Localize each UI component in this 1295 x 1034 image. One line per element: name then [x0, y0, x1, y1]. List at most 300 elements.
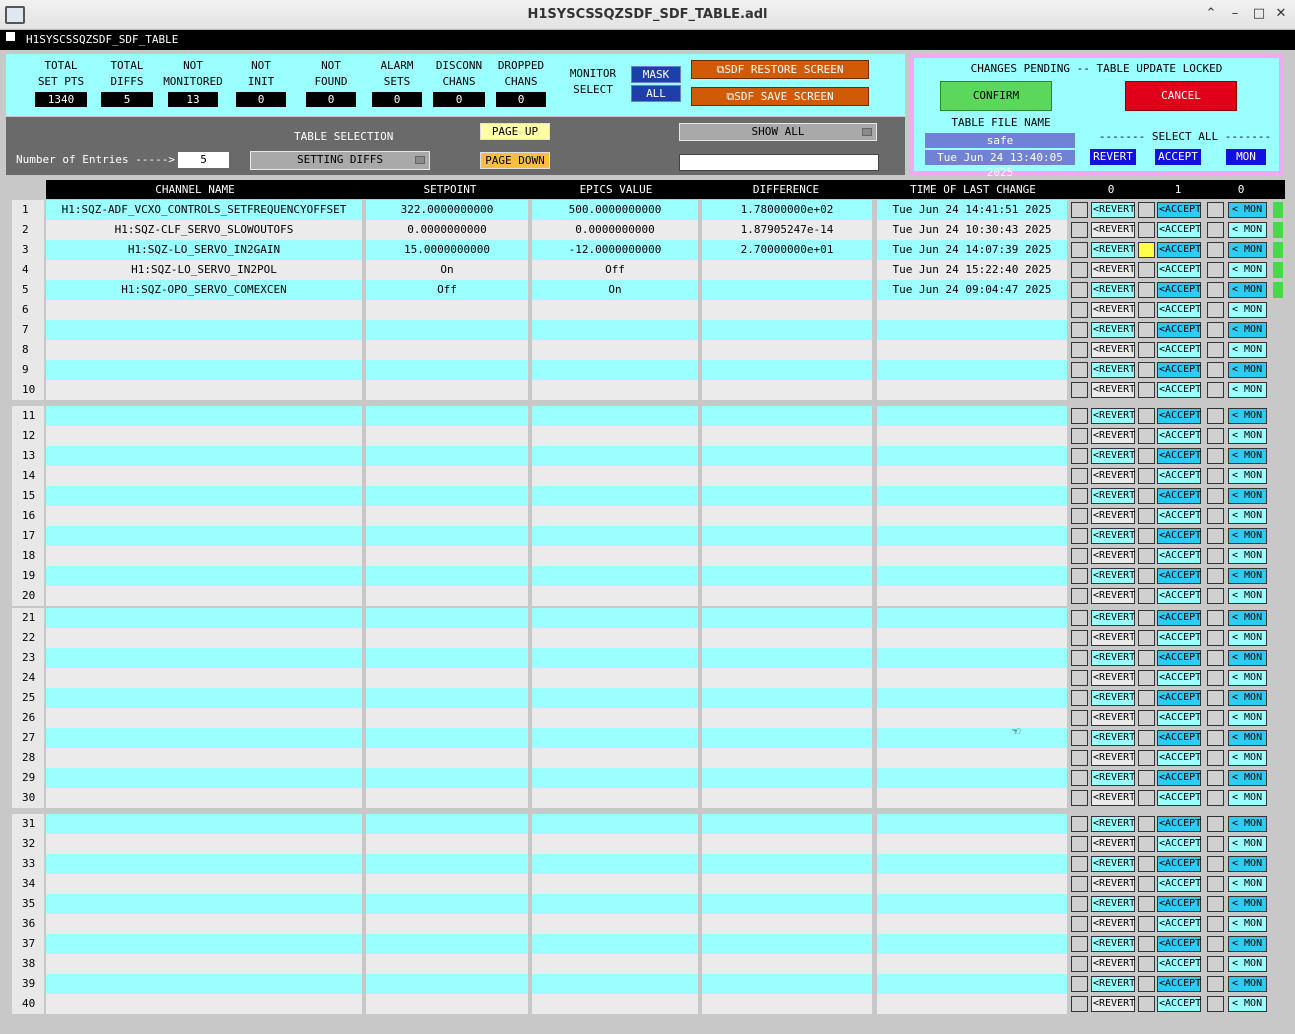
accept-button[interactable]: <ACCEPT	[1157, 936, 1201, 952]
mon-button[interactable]: < MON	[1228, 916, 1267, 932]
revert-checkbox[interactable]	[1071, 916, 1088, 932]
mon-button[interactable]: < MON	[1228, 262, 1267, 278]
mon-checkbox[interactable]	[1207, 468, 1224, 484]
revert-button[interactable]: <REVERT	[1091, 408, 1135, 424]
mon-checkbox[interactable]	[1207, 548, 1224, 564]
mon-button[interactable]: < MON	[1228, 448, 1267, 464]
page-down-button[interactable]: PAGE DOWN	[480, 152, 550, 169]
mon-checkbox[interactable]	[1207, 976, 1224, 992]
mon-button[interactable]: < MON	[1228, 816, 1267, 832]
table-row	[0, 974, 1295, 994]
stat-label: INIT	[247, 75, 275, 88]
accept-button[interactable]: <ACCEPT	[1157, 548, 1201, 564]
accept-button[interactable]: <ACCEPT	[1157, 856, 1201, 872]
mon-button[interactable]: < MON	[1228, 670, 1267, 686]
stat-label: CHANS	[442, 75, 476, 88]
accept-checkbox[interactable]	[1138, 610, 1155, 626]
stat-label: DIFFS	[110, 75, 144, 88]
revert-button[interactable]: <REVERT	[1091, 936, 1135, 952]
revert-checkbox[interactable]	[1071, 690, 1088, 706]
revert-checkbox[interactable]	[1071, 836, 1088, 852]
revert-button[interactable]: <REVERT	[1091, 282, 1135, 298]
mon-button[interactable]: < MON	[1228, 222, 1267, 238]
revert-button[interactable]: <REVERT	[1091, 428, 1135, 444]
mon-button[interactable]: < MON	[1228, 750, 1267, 766]
accept-button[interactable]: <ACCEPT	[1157, 428, 1201, 444]
mon-button[interactable]: < MON	[1228, 428, 1267, 444]
revert-checkbox[interactable]	[1071, 222, 1088, 238]
revert-checkbox[interactable]	[1071, 548, 1088, 564]
mon-button[interactable]: < MON	[1228, 936, 1267, 952]
mon-checkbox[interactable]	[1207, 836, 1224, 852]
accept-button[interactable]: <ACCEPT	[1157, 528, 1201, 544]
revert-button[interactable]: <REVERT	[1091, 588, 1135, 604]
revert-button[interactable]: <REVERT	[1091, 508, 1135, 524]
mon-checkbox[interactable]	[1207, 710, 1224, 726]
accept-checkbox[interactable]	[1138, 448, 1155, 464]
revert-button[interactable]: <REVERT	[1091, 382, 1135, 398]
accept-button[interactable]: <ACCEPT	[1157, 650, 1201, 666]
revert-checkbox[interactable]	[1071, 670, 1088, 686]
cell-channel	[46, 300, 362, 320]
revert-button[interactable]: <REVERT	[1091, 670, 1135, 686]
mon-checkbox[interactable]	[1207, 568, 1224, 584]
close-button[interactable]: ✕	[1275, 6, 1287, 21]
select-all-revert-button[interactable]: REVERT	[1090, 149, 1136, 165]
mon-checkbox[interactable]	[1207, 670, 1224, 686]
accept-button[interactable]: <ACCEPT	[1157, 750, 1201, 766]
mon-checkbox[interactable]	[1207, 816, 1224, 832]
accept-button[interactable]: <ACCEPT	[1157, 896, 1201, 912]
accept-checkbox[interactable]	[1138, 690, 1155, 706]
revert-checkbox[interactable]	[1071, 588, 1088, 604]
accept-button[interactable]: <ACCEPT	[1157, 262, 1201, 278]
mon-checkbox[interactable]	[1207, 342, 1224, 358]
accept-checkbox[interactable]	[1138, 790, 1155, 806]
mon-checkbox[interactable]	[1207, 428, 1224, 444]
revert-checkbox[interactable]	[1071, 816, 1088, 832]
table-row	[0, 446, 1295, 466]
revert-checkbox[interactable]	[1071, 630, 1088, 646]
filter-input[interactable]	[679, 154, 879, 171]
mon-button[interactable]: < MON	[1228, 382, 1267, 398]
cell-epics	[532, 486, 698, 506]
revert-checkbox[interactable]	[1071, 362, 1088, 378]
table-row	[0, 426, 1295, 446]
revert-checkbox[interactable]	[1071, 508, 1088, 524]
revert-count-header: 0	[1107, 183, 1115, 196]
mon-button[interactable]: < MON	[1228, 610, 1267, 626]
stat-label: DISCONN	[435, 59, 483, 72]
revert-button[interactable]: <REVERT	[1091, 322, 1135, 338]
accept-checkbox[interactable]	[1138, 408, 1155, 424]
accept-checkbox[interactable]	[1138, 428, 1155, 444]
accept-checkbox[interactable]	[1138, 588, 1155, 604]
revert-checkbox[interactable]	[1071, 730, 1088, 746]
accept-checkbox[interactable]	[1138, 528, 1155, 544]
mon-button[interactable]: < MON	[1228, 588, 1267, 604]
accept-button[interactable]: <ACCEPT	[1157, 468, 1201, 484]
accept-checkbox[interactable]	[1138, 816, 1155, 832]
revert-checkbox[interactable]	[1071, 856, 1088, 872]
cell-time: Tue Jun 24 15:22:40 2025	[877, 260, 1067, 280]
row-number: 10	[12, 380, 44, 400]
show-menu[interactable]	[679, 123, 877, 141]
accept-checkbox[interactable]	[1138, 382, 1155, 398]
revert-button[interactable]: <REVERT	[1091, 488, 1135, 504]
mon-button[interactable]: < MON	[1228, 282, 1267, 298]
accept-button[interactable]: <ACCEPT	[1157, 710, 1201, 726]
accept-checkbox[interactable]	[1138, 770, 1155, 786]
mon-checkbox[interactable]	[1207, 650, 1224, 666]
revert-button[interactable]: <REVERT	[1091, 548, 1135, 564]
table-selection-menu[interactable]	[250, 151, 430, 170]
accept-checkbox[interactable]	[1138, 202, 1155, 218]
mon-button[interactable]: < MON	[1228, 876, 1267, 892]
revert-checkbox[interactable]	[1071, 242, 1088, 258]
mon-button[interactable]: < MON	[1228, 302, 1267, 318]
cell-channel	[46, 854, 362, 874]
revert-button[interactable]: <REVERT	[1091, 916, 1135, 932]
stat-value: 0	[236, 92, 286, 107]
accept-checkbox[interactable]	[1138, 508, 1155, 524]
mon-checkbox[interactable]	[1207, 282, 1224, 298]
accept-checkbox[interactable]	[1138, 876, 1155, 892]
accept-button[interactable]: <ACCEPT	[1157, 242, 1201, 258]
mon-button[interactable]: < MON	[1228, 630, 1267, 646]
accept-checkbox[interactable]	[1138, 488, 1155, 504]
accept-checkbox[interactable]	[1138, 568, 1155, 584]
revert-checkbox[interactable]	[1071, 282, 1088, 298]
accept-button[interactable]: <ACCEPT	[1157, 362, 1201, 378]
accept-button[interactable]: <ACCEPT	[1157, 790, 1201, 806]
accept-checkbox[interactable]	[1138, 730, 1155, 746]
revert-button[interactable]: <REVERT	[1091, 528, 1135, 544]
accept-checkbox[interactable]	[1138, 342, 1155, 358]
mon-button[interactable]: < MON	[1228, 956, 1267, 972]
revert-checkbox[interactable]	[1071, 468, 1088, 484]
mon-checkbox[interactable]	[1207, 202, 1224, 218]
revert-checkbox[interactable]	[1071, 936, 1088, 952]
accept-checkbox[interactable]	[1138, 896, 1155, 912]
cell-setpoint	[366, 708, 528, 728]
accept-checkbox[interactable]	[1138, 710, 1155, 726]
accept-checkbox[interactable]	[1138, 916, 1155, 932]
mon-button[interactable]: < MON	[1228, 730, 1267, 746]
mon-button[interactable]: < MON	[1228, 408, 1267, 424]
mon-checkbox[interactable]	[1207, 610, 1224, 626]
sdf-save-button[interactable]: ⧉SDF SAVE SCREEN	[691, 87, 869, 106]
accept-button[interactable]: <ACCEPT	[1157, 222, 1201, 238]
revert-button[interactable]: <REVERT	[1091, 770, 1135, 786]
mon-button[interactable]: < MON	[1228, 896, 1267, 912]
accept-button[interactable]: <ACCEPT	[1157, 670, 1201, 686]
revert-button[interactable]: <REVERT	[1091, 468, 1135, 484]
mon-checkbox[interactable]	[1207, 262, 1224, 278]
mon-checkbox[interactable]	[1207, 750, 1224, 766]
revert-button[interactable]: <REVERT	[1091, 976, 1135, 992]
mon-checkbox[interactable]	[1207, 588, 1224, 604]
revert-checkbox[interactable]	[1071, 610, 1088, 626]
mon-button[interactable]: < MON	[1228, 770, 1267, 786]
cell-setpoint	[366, 748, 528, 768]
accept-button[interactable]: <ACCEPT	[1157, 690, 1201, 706]
mon-checkbox[interactable]	[1207, 508, 1224, 524]
revert-checkbox[interactable]	[1071, 876, 1088, 892]
accept-button[interactable]: <ACCEPT	[1157, 302, 1201, 318]
cell-diff	[702, 300, 872, 320]
accept-checkbox[interactable]	[1138, 548, 1155, 564]
row-number: 39	[12, 974, 44, 994]
accept-button[interactable]: <ACCEPT	[1157, 568, 1201, 584]
maximize-button[interactable]: □	[1252, 6, 1266, 21]
mon-button[interactable]: < MON	[1228, 468, 1267, 484]
mon-checkbox[interactable]	[1207, 770, 1224, 786]
mon-button[interactable]: < MON	[1228, 548, 1267, 564]
revert-button[interactable]: <REVERT	[1091, 730, 1135, 746]
accept-button[interactable]: <ACCEPT	[1157, 408, 1201, 424]
mon-checkbox[interactable]	[1207, 448, 1224, 464]
accept-button[interactable]: <ACCEPT	[1157, 816, 1201, 832]
cell-channel	[46, 486, 362, 506]
cell-time	[877, 608, 1067, 628]
revert-checkbox[interactable]	[1071, 488, 1088, 504]
revert-checkbox[interactable]	[1071, 650, 1088, 666]
accept-button[interactable]: <ACCEPT	[1157, 976, 1201, 992]
row-number: 25	[12, 688, 44, 708]
revert-checkbox[interactable]	[1071, 770, 1088, 786]
revert-button[interactable]: <REVERT	[1091, 836, 1135, 852]
revert-checkbox[interactable]	[1071, 408, 1088, 424]
accept-checkbox[interactable]	[1138, 996, 1155, 1012]
accept-button[interactable]: <ACCEPT	[1157, 342, 1201, 358]
sdf-restore-button[interactable]: ⧉SDF RESTORE SCREEN	[691, 60, 869, 79]
mon-checkbox[interactable]	[1207, 956, 1224, 972]
accept-checkbox[interactable]	[1138, 956, 1155, 972]
mon-button[interactable]: < MON	[1228, 322, 1267, 338]
revert-checkbox[interactable]	[1071, 976, 1088, 992]
cell-setpoint	[366, 360, 528, 380]
cell-time	[877, 994, 1067, 1014]
accept-button[interactable]: <ACCEPT	[1157, 202, 1201, 218]
stat-label: SET PTS	[37, 75, 85, 88]
accept-checkbox[interactable]	[1138, 262, 1155, 278]
accept-checkbox[interactable]	[1138, 936, 1155, 952]
mon-checkbox[interactable]	[1207, 896, 1224, 912]
accept-button[interactable]: <ACCEPT	[1157, 876, 1201, 892]
all-button[interactable]: ALL	[631, 85, 681, 102]
mon-button[interactable]: < MON	[1228, 488, 1267, 504]
accept-checkbox[interactable]	[1138, 282, 1155, 298]
cell-diff	[702, 446, 872, 466]
table-row	[0, 668, 1295, 688]
accept-checkbox[interactable]	[1138, 468, 1155, 484]
accept-button[interactable]: <ACCEPT	[1157, 488, 1201, 504]
accept-button[interactable]: <ACCEPT	[1157, 916, 1201, 932]
revert-button[interactable]: <REVERT	[1091, 302, 1135, 318]
revert-button[interactable]: <REVERT	[1091, 856, 1135, 872]
accept-button[interactable]: <ACCEPT	[1157, 508, 1201, 524]
accept-checkbox[interactable]	[1138, 222, 1155, 238]
mon-checkbox[interactable]	[1207, 630, 1224, 646]
entries-value: 5	[178, 152, 229, 168]
accept-button[interactable]: <ACCEPT	[1157, 448, 1201, 464]
mon-checkbox[interactable]	[1207, 302, 1224, 318]
accept-checkbox[interactable]	[1138, 856, 1155, 872]
revert-checkbox[interactable]	[1071, 382, 1088, 398]
revert-checkbox[interactable]	[1071, 262, 1088, 278]
revert-checkbox[interactable]	[1071, 302, 1088, 318]
mon-button[interactable]: < MON	[1228, 650, 1267, 666]
page-up-button[interactable]: PAGE UP	[480, 123, 550, 140]
accept-button[interactable]: <ACCEPT	[1157, 610, 1201, 626]
revert-checkbox[interactable]	[1071, 342, 1088, 358]
revert-checkbox[interactable]	[1071, 568, 1088, 584]
revert-button[interactable]: <REVERT	[1091, 790, 1135, 806]
mon-button[interactable]: < MON	[1228, 362, 1267, 378]
accept-button[interactable]: <ACCEPT	[1157, 588, 1201, 604]
revert-button[interactable]: <REVERT	[1091, 876, 1135, 892]
mon-button[interactable]: < MON	[1228, 836, 1267, 852]
revert-checkbox[interactable]	[1071, 896, 1088, 912]
revert-checkbox[interactable]	[1071, 996, 1088, 1012]
mon-checkbox[interactable]	[1207, 996, 1224, 1012]
mon-checkbox[interactable]	[1207, 690, 1224, 706]
revert-button[interactable]: <REVERT	[1091, 996, 1135, 1012]
mon-button[interactable]: < MON	[1228, 690, 1267, 706]
mon-button[interactable]: < MON	[1228, 856, 1267, 872]
revert-button[interactable]: <REVERT	[1091, 448, 1135, 464]
revert-checkbox[interactable]	[1071, 750, 1088, 766]
shade-button[interactable]: ⌃	[1205, 6, 1217, 21]
accept-checkbox[interactable]	[1138, 322, 1155, 338]
revert-checkbox[interactable]	[1071, 790, 1088, 806]
accept-button[interactable]: <ACCEPT	[1157, 382, 1201, 398]
revert-button[interactable]: <REVERT	[1091, 630, 1135, 646]
accept-button[interactable]: <ACCEPT	[1157, 630, 1201, 646]
select-all-mon-button[interactable]: MON	[1226, 149, 1266, 165]
accept-button[interactable]: <ACCEPT	[1157, 996, 1201, 1012]
mon-checkbox[interactable]	[1207, 222, 1224, 238]
table-row	[0, 954, 1295, 974]
mon-button[interactable]: < MON	[1228, 568, 1267, 584]
accept-checkbox[interactable]	[1138, 630, 1155, 646]
cell-channel	[46, 834, 362, 854]
accept-checkbox[interactable]	[1138, 836, 1155, 852]
cell-time	[877, 668, 1067, 688]
mon-checkbox[interactable]	[1207, 876, 1224, 892]
cell-channel	[46, 506, 362, 526]
revert-checkbox[interactable]	[1071, 428, 1088, 444]
accept-button[interactable]: <ACCEPT	[1157, 836, 1201, 852]
mon-button[interactable]: < MON	[1228, 976, 1267, 992]
cell-setpoint	[366, 648, 528, 668]
revert-button[interactable]: <REVERT	[1091, 750, 1135, 766]
accept-button[interactable]: <ACCEPT	[1157, 956, 1201, 972]
mon-checkbox[interactable]	[1207, 242, 1224, 258]
cancel-button[interactable]: CANCEL	[1125, 81, 1237, 111]
table-row	[0, 406, 1295, 426]
accept-checkbox[interactable]	[1138, 670, 1155, 686]
revert-checkbox[interactable]	[1071, 448, 1088, 464]
mon-checkbox[interactable]	[1207, 528, 1224, 544]
mon-checkbox[interactable]	[1207, 408, 1224, 424]
cell-epics	[532, 914, 698, 934]
mon-button[interactable]: < MON	[1228, 790, 1267, 806]
mon-checkbox[interactable]	[1207, 730, 1224, 746]
revert-button[interactable]: <REVERT	[1091, 222, 1135, 238]
revert-button[interactable]: <REVERT	[1091, 610, 1135, 626]
mon-button[interactable]: < MON	[1228, 710, 1267, 726]
revert-button[interactable]: <REVERT	[1091, 710, 1135, 726]
mon-checkbox[interactable]	[1207, 382, 1224, 398]
revert-button[interactable]: <REVERT	[1091, 568, 1135, 584]
mon-checkbox[interactable]	[1207, 936, 1224, 952]
cell-time	[877, 648, 1067, 668]
revert-button[interactable]: <REVERT	[1091, 650, 1135, 666]
revert-button[interactable]: <REVERT	[1091, 956, 1135, 972]
cell-diff	[702, 974, 872, 994]
revert-button[interactable]: <REVERT	[1091, 690, 1135, 706]
mon-checkbox[interactable]	[1207, 322, 1224, 338]
accept-checkbox[interactable]	[1138, 750, 1155, 766]
cell-setpoint	[366, 874, 528, 894]
mon-checkbox[interactable]	[1207, 362, 1224, 378]
accept-checkbox[interactable]	[1138, 362, 1155, 378]
accept-button[interactable]: <ACCEPT	[1157, 282, 1201, 298]
mon-button[interactable]: < MON	[1228, 528, 1267, 544]
stat-label: NOT	[183, 59, 203, 72]
revert-button[interactable]: <REVERT	[1091, 362, 1135, 378]
select-all-accept-button[interactable]: ACCEPT	[1155, 149, 1201, 165]
mon-button[interactable]: < MON	[1228, 202, 1267, 218]
accept-button[interactable]: <ACCEPT	[1157, 770, 1201, 786]
mon-checkbox[interactable]	[1207, 916, 1224, 932]
mon-checkbox[interactable]	[1207, 488, 1224, 504]
accept-checkbox[interactable]	[1138, 242, 1155, 258]
mon-button[interactable]: < MON	[1228, 242, 1267, 258]
revert-button[interactable]: <REVERT	[1091, 202, 1135, 218]
accept-button[interactable]: <ACCEPT	[1157, 322, 1201, 338]
revert-button[interactable]: <REVERT	[1091, 896, 1135, 912]
confirm-button[interactable]: CONFIRM	[940, 81, 1052, 111]
mon-checkbox[interactable]	[1207, 856, 1224, 872]
revert-checkbox[interactable]	[1071, 528, 1088, 544]
revert-checkbox[interactable]	[1071, 322, 1088, 338]
mon-checkbox[interactable]	[1207, 790, 1224, 806]
revert-button[interactable]: <REVERT	[1091, 262, 1135, 278]
accept-button[interactable]: <ACCEPT	[1157, 730, 1201, 746]
revert-checkbox[interactable]	[1071, 956, 1088, 972]
revert-button[interactable]: <REVERT	[1091, 242, 1135, 258]
accept-count-header: 1	[1174, 183, 1182, 196]
mask-button[interactable]: MASK	[631, 66, 681, 83]
revert-checkbox[interactable]	[1071, 202, 1088, 218]
cell-setpoint	[366, 486, 528, 506]
revert-button[interactable]: <REVERT	[1091, 342, 1135, 358]
mon-button[interactable]: < MON	[1228, 996, 1267, 1012]
accept-checkbox[interactable]	[1138, 650, 1155, 666]
cell-epics	[532, 648, 698, 668]
mon-button[interactable]: < MON	[1228, 342, 1267, 358]
minimize-button[interactable]: –	[1231, 6, 1239, 21]
cell-diff	[702, 834, 872, 854]
revert-checkbox[interactable]	[1071, 710, 1088, 726]
accept-checkbox[interactable]	[1138, 976, 1155, 992]
mon-button[interactable]: < MON	[1228, 508, 1267, 524]
accept-checkbox[interactable]	[1138, 302, 1155, 318]
revert-button[interactable]: <REVERT	[1091, 816, 1135, 832]
